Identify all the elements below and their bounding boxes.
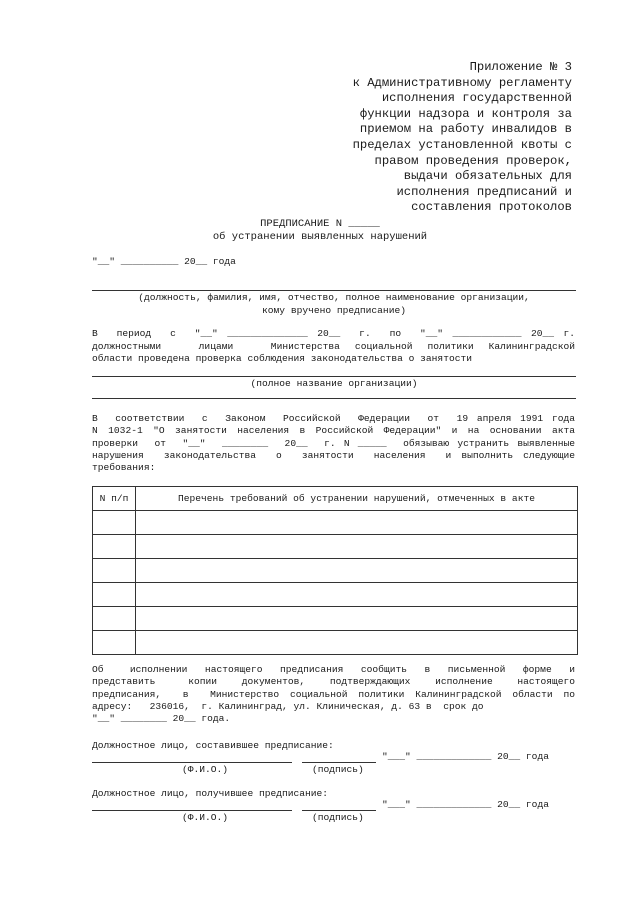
table-cell bbox=[136, 631, 578, 655]
sign1-fio-caption: (Ф.И.О.) bbox=[182, 764, 229, 775]
org-blank-2 bbox=[92, 398, 576, 399]
appendix-line: функции надзора и контроля за bbox=[359, 106, 572, 121]
law-line: В соответствии с Законом Российской Федерации от 19 апреля 1991 года bbox=[92, 413, 575, 424]
sign2-date: "___" _____________ 20__ года bbox=[382, 799, 549, 810]
document-title: ПРЕДПИСАНИЕ N _____ bbox=[260, 218, 380, 230]
table-cell bbox=[93, 631, 136, 655]
table-row bbox=[93, 559, 578, 583]
period-line: должностными лицами Министерства социальной политики Калининградской bbox=[92, 341, 575, 352]
requirements-table bbox=[92, 486, 578, 655]
table-cell bbox=[136, 583, 578, 607]
appendix-line: пределах установленной квоты с bbox=[352, 137, 572, 152]
table-cell bbox=[93, 559, 136, 583]
table-cell bbox=[136, 559, 578, 583]
table-header-row bbox=[93, 487, 578, 511]
sign2-signature-blank bbox=[302, 810, 376, 811]
sign1-signature-caption: (подпись) bbox=[312, 764, 364, 775]
table-row bbox=[93, 631, 578, 655]
appendix-line: правом проведения проверок, bbox=[374, 153, 572, 168]
appendix-line: приемом на работу инвалидов в bbox=[359, 122, 572, 137]
recipient-caption: кому вручено предписание) bbox=[262, 305, 406, 316]
table-row bbox=[93, 535, 578, 559]
report-line: адресу: 236016, г. Калининград, ул. Клиническая, д. 63 в срок до bbox=[92, 701, 484, 712]
report-line: Об исполнении настоящего предписания сообщить в письменной форме и bbox=[92, 664, 575, 675]
sign1-date: "___" _____________ 20__ года bbox=[382, 751, 549, 762]
report-line: предписания, в Министерство социальной политики Калининградской области по bbox=[92, 689, 575, 700]
table-cell bbox=[93, 511, 136, 535]
appendix-line: выдачи обязательных для bbox=[403, 169, 572, 184]
law-line: проверки от "__" ________ 20__ г. N _____ обязываю устранить выявленные bbox=[92, 438, 575, 449]
appendix-line: к Административному регламенту bbox=[352, 75, 572, 90]
column-header-number: N п/п bbox=[93, 487, 136, 511]
table-cell bbox=[136, 607, 578, 631]
appendix-line: исполнения государственной bbox=[381, 91, 572, 106]
recipient-blank bbox=[92, 290, 576, 291]
table-cell bbox=[93, 583, 136, 607]
period-line: области проведена проверка соблюдения законодательства о занятости bbox=[92, 353, 472, 364]
table-row bbox=[93, 583, 578, 607]
appendix-line: Приложение № 3 bbox=[469, 60, 572, 74]
org-caption: (полное название организации) bbox=[250, 378, 418, 389]
table-row bbox=[93, 607, 578, 631]
org-blank bbox=[92, 376, 576, 377]
table-row bbox=[93, 511, 578, 535]
law-line: требования: bbox=[92, 462, 156, 473]
law-line: нарушения законодательства о занятости населения и выполнить следующие bbox=[92, 450, 575, 461]
table-cell bbox=[93, 535, 136, 559]
sign1-signature-blank bbox=[302, 762, 376, 763]
law-line: N 1032-1 "О занятости населения в Российской Федерации" и на основании акта bbox=[92, 425, 575, 436]
report-line: представить копии документов, подтверждающих исполнение настоящего bbox=[92, 676, 575, 687]
appendix-line: составления протоколов bbox=[411, 200, 572, 215]
appendix-line: исполнения предписаний и bbox=[396, 184, 572, 199]
sign1-fio-blank bbox=[92, 762, 292, 763]
column-header-requirements: Перечень требований об устранении нарушений, отмеченных в акте bbox=[136, 487, 578, 511]
report-line: "__" ________ 20__ года. bbox=[92, 713, 231, 724]
sign1-label: Должностное лицо, составившее предписание: bbox=[92, 740, 334, 751]
recipient-caption: (должность, фамилия, имя, отчество, полное наименование организации, bbox=[138, 292, 530, 303]
table-cell bbox=[93, 607, 136, 631]
document-subtitle: об устранении выявленных нарушений bbox=[212, 231, 428, 243]
sign2-label: Должностное лицо, получившее предписание: bbox=[92, 788, 329, 799]
sign2-signature-caption: (подпись) bbox=[312, 812, 364, 823]
period-line: В период с "__" ______________ 20__ г. по "__" ____________ 20__ г. bbox=[92, 328, 575, 339]
sign2-fio-blank bbox=[92, 810, 292, 811]
table-cell bbox=[136, 511, 578, 535]
appendix-header bbox=[353, 60, 572, 216]
date-line: "__" __________ 20__ года bbox=[92, 256, 236, 267]
table-cell bbox=[136, 535, 578, 559]
sign2-fio-caption: (Ф.И.О.) bbox=[182, 812, 229, 823]
